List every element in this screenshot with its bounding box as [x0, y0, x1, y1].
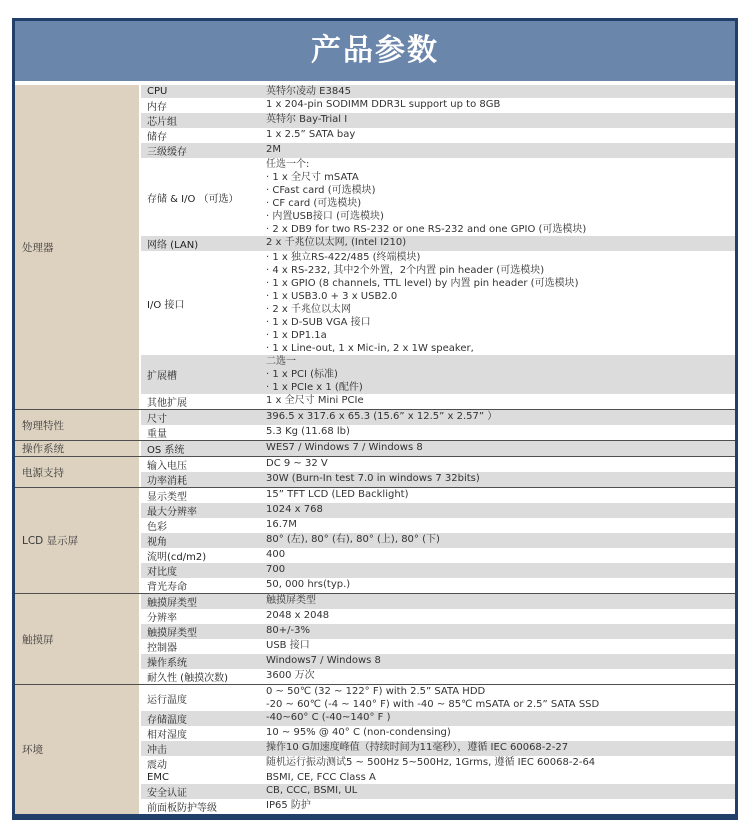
spec-label: 功率消耗 [147, 476, 187, 487]
spec-sheet-frame [12, 18, 738, 820]
spec-value [266, 756, 735, 771]
spec-value [266, 158, 735, 236]
spec-label: 芯片组 [147, 117, 177, 128]
spec-value-line: · 2 x DB9 for two RS-232 or one RS-232 and one GPIO (可选模块) [266, 224, 587, 235]
spec-label: 控制器 [147, 643, 177, 654]
spec-value-line: USB 接口 [266, 640, 310, 651]
spec-value [266, 609, 735, 624]
spec-value-line: 1024 x 768 [266, 504, 323, 515]
spec-value [266, 251, 735, 355]
spec-label: 相对湿度 [147, 730, 187, 741]
spec-label: 存储 & I/O （可选） [147, 193, 239, 205]
table-row [141, 756, 735, 771]
spec-label: 对比度 [147, 567, 177, 578]
spec-section [15, 593, 735, 684]
category-cell: 触摸屏 [15, 594, 139, 684]
spec-value-line: WES7 / Windows 7 / Windows 8 [266, 442, 423, 453]
table-row [141, 533, 735, 548]
spec-value-line: CB, CCC, BSMI, UL [266, 785, 358, 796]
table-row [141, 425, 735, 440]
table-row [141, 457, 735, 472]
spec-label: 分辨率 [147, 613, 177, 624]
spec-value [266, 98, 735, 113]
section-rows [141, 85, 735, 409]
page-title: 产品参数 [15, 21, 735, 81]
table-row [141, 518, 735, 533]
spec-value-line: 二选一 [266, 356, 296, 367]
spec-value [266, 533, 735, 548]
spec-value [266, 441, 735, 456]
spec-value-line: 30W (Burn-In test 7.0 in windows 7 32bits) [266, 473, 480, 484]
spec-value [266, 410, 735, 425]
spec-label: 运行温度 [147, 694, 187, 706]
spec-value [266, 669, 735, 684]
spec-value-line: 随机运行振动测试5 ~ 500Hz 5~500Hz, 1Grms, 遵循 IEC 60068-2-64 [266, 757, 596, 768]
table-row [141, 236, 735, 251]
spec-value-line: 2048 x 2048 [266, 610, 330, 621]
spec-label: 储存 [147, 132, 167, 143]
spec-label: 冲击 [147, 745, 167, 756]
spec-value [266, 457, 735, 472]
spec-value-line: · CFast card (可选模块) [266, 185, 376, 196]
spec-value-line: · 1 x 全尺寸 mSATA [266, 172, 359, 183]
spec-value-line: · 1 x 独立RS-422/485 (终端模块) [266, 252, 421, 263]
spec-value [266, 425, 735, 440]
spec-label: 重量 [147, 429, 167, 440]
category-cell: 电源支持 [15, 457, 139, 487]
spec-value-line: 2 x 千兆位以太网, (Intel I210) [266, 237, 407, 248]
spec-label: 色彩 [147, 522, 167, 533]
spec-value [266, 799, 735, 814]
table-row [141, 548, 735, 563]
table-row [141, 113, 735, 128]
spec-label: 显示类型 [147, 492, 187, 503]
table-row [141, 355, 735, 394]
spec-value-line: · 1 x D-SUB VGA 接口 [266, 317, 371, 328]
spec-value [266, 394, 735, 409]
spec-value-line: · 1 x PCIe x 1 (配件) [266, 382, 363, 393]
spec-value [266, 488, 735, 503]
spec-value-line: 1 x 204-pin SODIMM DDR3L support up to 8GB [266, 99, 501, 110]
spec-value-line: · 1 x GPIO (8 channels, TTL level) by 内置 pin header (可选模块) [266, 278, 579, 289]
spec-value-line: 任选一个: [266, 159, 310, 170]
spec-value [266, 113, 735, 128]
spec-value-line: 80+/-3% [266, 625, 310, 636]
spec-label: 最大分辨率 [147, 507, 197, 518]
spec-value-line: 操作10 G加速度峰值（持续时间为11毫秒），遵循 IEC 60068-2-27 [266, 742, 569, 753]
spec-section [15, 409, 735, 440]
table-row [141, 726, 735, 741]
spec-value [266, 654, 735, 669]
spec-value-line: 700 [266, 564, 286, 575]
table-row [141, 158, 735, 236]
spec-value [266, 711, 735, 726]
table-row [141, 784, 735, 799]
spec-value-line: · 1 x PCI (标准) [266, 369, 338, 380]
spec-value [266, 518, 735, 533]
spec-value-line: Windows7 / Windows 8 [266, 655, 381, 666]
table-row [141, 143, 735, 158]
section-rows [141, 410, 735, 440]
spec-value [266, 771, 735, 784]
table-row [141, 410, 735, 425]
spec-value-line: IP65 防护 [266, 800, 311, 811]
spec-value-line: 50, 000 hrs(typ.) [266, 579, 351, 590]
spec-value [266, 472, 735, 487]
spec-section [15, 440, 735, 456]
spec-value [266, 741, 735, 756]
category-cell: 操作系统 [15, 441, 139, 456]
spec-value-line: 英特尔凌动 E3845 [266, 86, 351, 97]
table-row [141, 669, 735, 684]
spec-label: 视角 [147, 537, 167, 548]
section-rows [141, 594, 735, 684]
table-row [141, 609, 735, 624]
category-cell: 处理器 [15, 85, 139, 409]
table-row [141, 799, 735, 814]
table-row [141, 472, 735, 487]
spec-value-line: DC 9 ~ 32 V [266, 458, 328, 469]
spec-value-line: · 1 x DP1.1a [266, 330, 327, 341]
table-row [141, 711, 735, 726]
section-rows [141, 441, 735, 456]
spec-label: EMC [147, 772, 169, 783]
spec-label: OS 系统 [147, 445, 185, 456]
spec-value-line: BSMI, CE, FCC Class A [266, 772, 376, 783]
spec-label: 触摸屏类型 [147, 598, 197, 609]
table-row [141, 563, 735, 578]
table-row [141, 741, 735, 756]
table-row [141, 128, 735, 143]
spec-value [266, 563, 735, 578]
table-row [141, 488, 735, 503]
spec-value-line: 5.3 Kg (11.68 lb) [266, 426, 350, 437]
table-row [141, 771, 735, 784]
table-row [141, 85, 735, 98]
spec-value-line: · 2 x 千兆位以太网 [266, 304, 351, 315]
spec-value-line: · 内置USB接口 (可选模块) [266, 211, 384, 222]
spec-label: 震动 [147, 760, 167, 771]
spec-value [266, 548, 735, 563]
spec-label: 触摸屏类型 [147, 628, 197, 639]
spec-label: 流明(cd/m2) [147, 552, 207, 563]
spec-label: 背光寿命 [147, 582, 187, 593]
spec-label: 前面板防护等级 [147, 803, 217, 814]
spec-value [266, 236, 735, 251]
spec-value-line: 2M [266, 144, 281, 155]
spec-label: 扩展槽 [147, 371, 177, 382]
section-rows [141, 685, 735, 814]
spec-value-line: 3600 万次 [266, 670, 315, 681]
spec-value-line: 400 [266, 549, 286, 560]
table-row [141, 251, 735, 355]
spec-value-line: 触摸屏类型 [266, 595, 316, 606]
table-row [141, 624, 735, 639]
spec-label: 内存 [147, 102, 167, 113]
spec-label: 网络 (LAN) [147, 240, 199, 251]
table-row [141, 503, 735, 518]
spec-value-line: · 1 x USB3.0 + 3 x USB2.0 [266, 291, 398, 302]
spec-value [266, 578, 735, 593]
spec-value-line: 0 ~ 50℃ (32 ~ 122° F) with 2.5” SATA HDD [266, 686, 486, 697]
spec-value-line: · 1 x Line-out, 1 x Mic-in, 2 x 1W speaker, [266, 343, 474, 354]
spec-label: 耐久性 (触摸次数) [147, 673, 228, 684]
spec-label: CPU [147, 86, 168, 97]
spec-value [266, 639, 735, 654]
spec-label: 输入电压 [147, 461, 187, 472]
spec-value-line: 15” TFT LCD (LED Backlight) [266, 489, 409, 500]
table-row [141, 394, 735, 409]
spec-label: 尺寸 [147, 414, 167, 425]
spec-value-line: -20 ~ 60℃ (-4 ~ 140° F) with -40 ~ 85℃ mSATA or 2.5” SATA SSD [266, 699, 600, 710]
spec-value [266, 726, 735, 741]
spec-value-line: · CF card (可选模块) [266, 198, 362, 209]
category-cell: 物理特性 [15, 410, 139, 440]
spec-value [266, 685, 735, 711]
spec-section [15, 487, 735, 593]
table-row [141, 639, 735, 654]
spec-section [15, 85, 735, 409]
spec-table [15, 85, 735, 814]
spec-value-line: 英特尔 Bay-Trial I [266, 114, 348, 125]
table-row [141, 98, 735, 113]
spec-value [266, 624, 735, 639]
spec-label: I/O 接口 [147, 299, 185, 311]
spec-value [266, 85, 735, 98]
section-rows [141, 457, 735, 487]
spec-label: 安全认证 [147, 788, 187, 799]
spec-value [266, 128, 735, 143]
table-row [141, 594, 735, 609]
category-cell: LCD 显示屏 [15, 488, 139, 593]
spec-value-line: 10 ~ 95% @ 40° C (non-condensing) [266, 727, 451, 738]
table-row [141, 441, 735, 456]
spec-value [266, 503, 735, 518]
spec-value [266, 594, 735, 609]
spec-value-line: 1 x 全尺寸 Mini PCIe [266, 395, 364, 406]
table-row [141, 654, 735, 669]
spec-value [266, 784, 735, 799]
spec-label: 其他扩展 [147, 398, 187, 409]
spec-value-line: · 4 x RS-232, 其中2个外置，2个内置 pin header (可选模块) [266, 265, 545, 276]
table-row [141, 578, 735, 593]
section-rows [141, 488, 735, 593]
spec-value-line: -40~60° C (-40~140° F ) [266, 712, 391, 723]
spec-value [266, 355, 735, 394]
spec-value-line: 16.7M [266, 519, 297, 530]
spec-value [266, 143, 735, 158]
spec-value-line: 396.5 x 317.6 x 65.3 (15.6” x 12.5” x 2.57” ） [266, 411, 498, 422]
category-cell: 环境 [15, 685, 139, 814]
spec-section [15, 684, 735, 814]
spec-section [15, 456, 735, 487]
spec-label: 操作系统 [147, 658, 187, 669]
spec-label: 存储温度 [147, 715, 187, 726]
table-row [141, 685, 735, 711]
spec-label: 三级缓存 [147, 147, 187, 158]
spec-value-line: 1 x 2.5” SATA bay [266, 129, 356, 140]
spec-value-line: 80° (左), 80° (右), 80° (上), 80° (下) [266, 534, 440, 545]
